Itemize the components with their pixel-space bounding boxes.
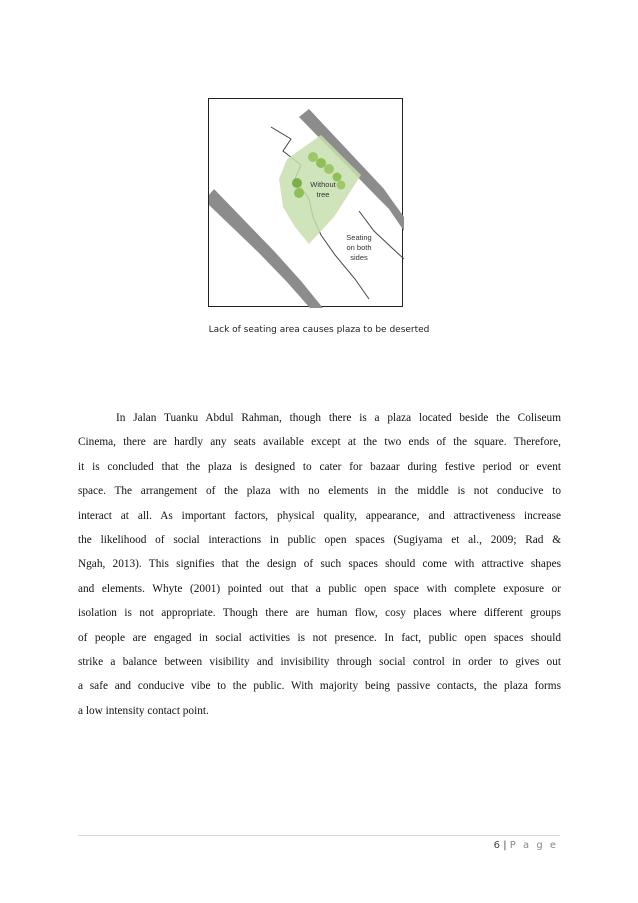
paragraph-line: a safe and conducive vibe to the public. With majority being passive contacts, the plaza forms: [78, 680, 561, 693]
paragraph-line: it is concluded that the plaza is designed to cater for bazaar during festive period or event: [78, 460, 561, 473]
plaza-map-illustration: [209, 99, 404, 308]
paragraph-line: interact at all. As important factors, physical quality, appearance, and attractiveness increase: [78, 509, 561, 522]
paragraph-line: strike a balance between visibility and invisibility through social control in order to gives out: [78, 655, 561, 668]
page-number-footer: [494, 840, 558, 851]
page-number: 6: [493, 840, 501, 851]
paragraph-line: In Jalan Tuanku Abdul Rahman, though there is a plaza located beside the Coliseum: [116, 412, 561, 424]
footer-divider: [78, 835, 560, 836]
page-word: P a g e: [509, 840, 558, 851]
paragraph-line: Cinema, there are hardly any seats available except at the two ends of the square. Therefore,: [78, 436, 561, 449]
paragraph-line: the likelihood of social interactions in public open spaces (Sugiyama et al., 2009; Rad &: [78, 533, 561, 546]
paragraph-line: and elements. Whyte (2001) pointed out that a public open space with complete exposure or: [78, 582, 561, 595]
paragraph-line: Ngah, 2013). This signifies that the design of such spaces should come with attractive shapes: [78, 558, 561, 571]
body-paragraph: [78, 406, 561, 723]
label-without-tree-line1: Without: [310, 180, 336, 189]
paragraph-line: space. The arrangement of the plaza with no elements in the middle is not conducive to: [78, 485, 561, 498]
label-seating-line2: on both: [346, 243, 372, 252]
label-seating-line1: Seating: [346, 233, 372, 242]
label-without-tree: [303, 180, 343, 200]
plaza-diagram: [208, 98, 403, 307]
paragraph-line: isolation is not appropriate. Though there are human flow, cosy places where different groups: [78, 607, 561, 620]
label-seating: [339, 233, 379, 263]
figure-caption: Lack of seating area causes plaza to be deserted: [208, 325, 430, 335]
page-separator: |: [503, 840, 507, 851]
paragraph-line: a low intensity contact point.: [78, 704, 209, 717]
paragraph-line: of people are engaged in social activities is not presence. In fact, public open spaces should: [78, 631, 561, 644]
label-without-tree-line2: tree: [316, 190, 330, 199]
label-seating-line3: sides: [350, 253, 368, 262]
